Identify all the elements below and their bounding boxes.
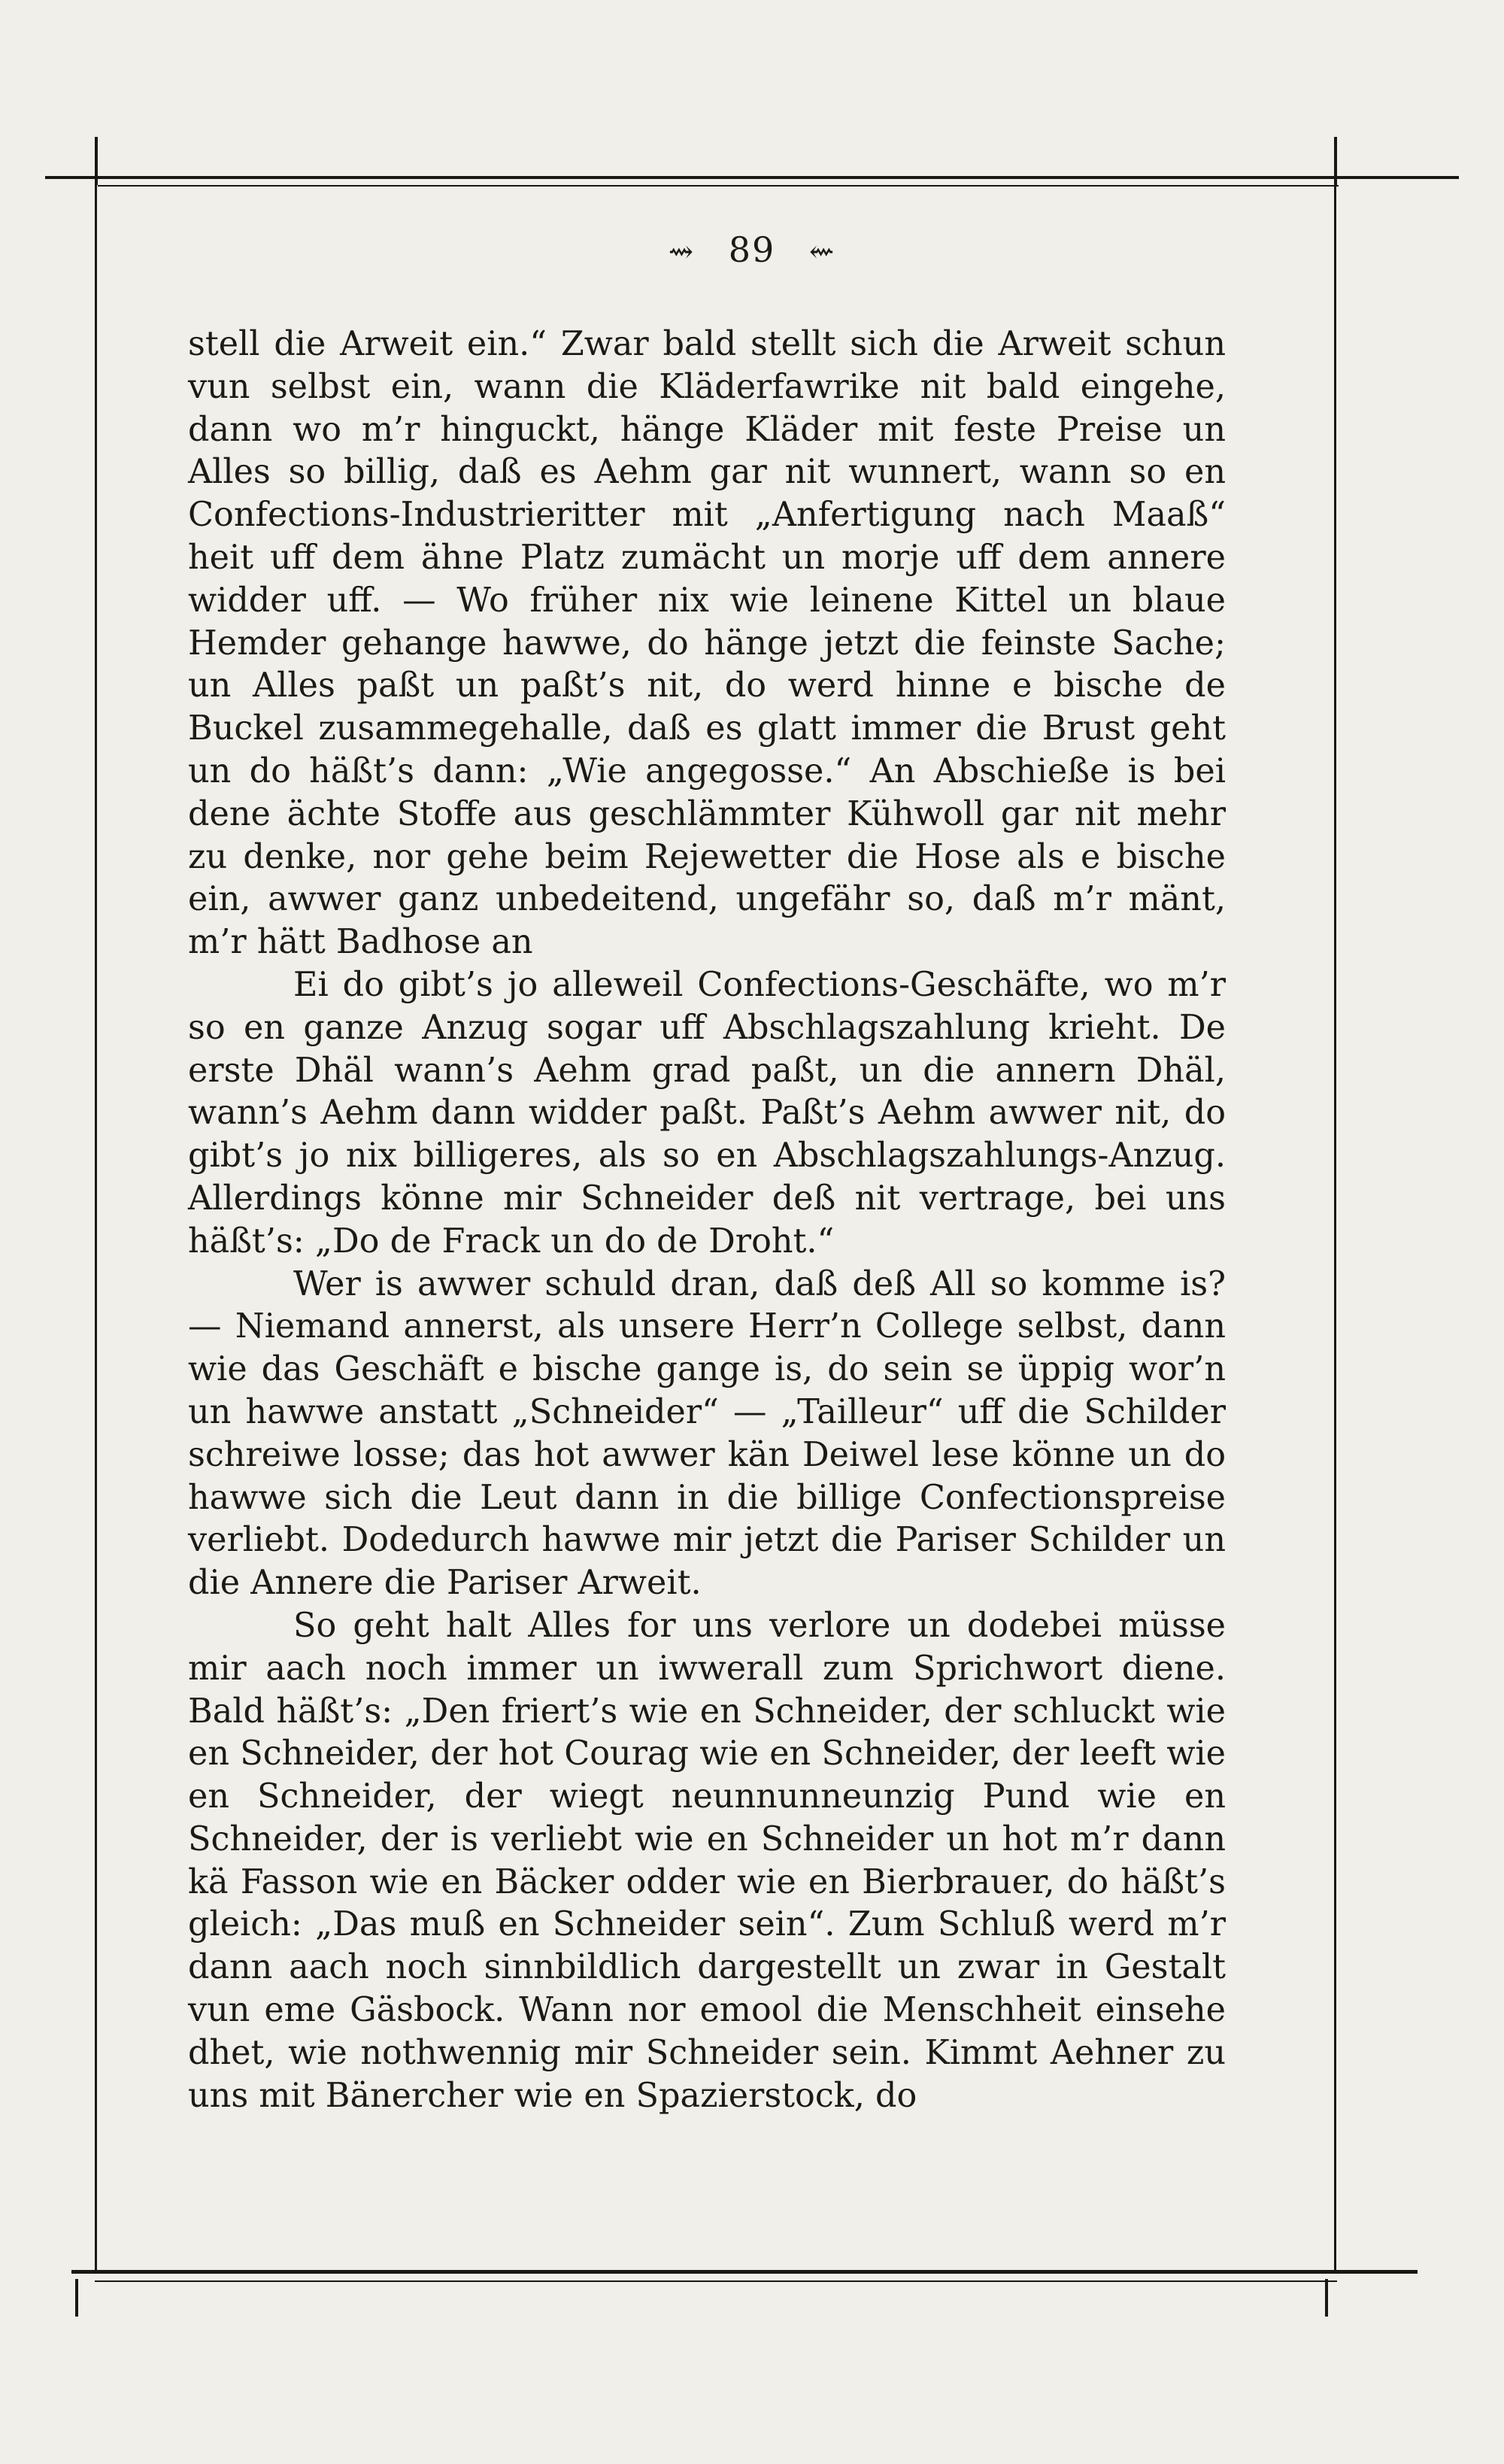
ornament-left-icon: ⇝ [668,235,696,269]
top-left-tick [95,137,98,185]
bottom-left-tick [75,2279,78,2317]
paragraph-1: stell die Arweit ein.“ Zwar bald stellt sich die Arweit schun vun selbst ein, wann die Kläderfawrike nit bald eingehe, dann wo m’r hinguckt, hänge Kläder mit feste Preise un Alles so billig, daß es Aehm gar nit wunnert, wann so en Confections-Industrieritter mit „Anfertigung nach Maaß“ heit uff dem ähne Platz zumächt un morje uff dem annere widder uff. — Wo früher nix wie leinene Kittel un blaue Hemder gehange hawwe, do hänge jetzt die feinste Sache; un Alles paßt un paßt’s nit, do werd hinne e bische de Buckel zusammegehalle, daß es glatt immer die Brust geht un do häßt’s dann: „Wie angegosse.“ An Abschieße is bei dene ächte Stoffe aus geschlämmter Kühwoll gar nit mehr zu denke, nor gehe beim Rejewetter die Hose als e bische ein, awwer ganz unbedeitend, ungefähr so, daß m’r mänt, m’r hätt Badhose an [188,325,1226,962]
page-number: 89 [728,229,776,270]
bottom-right-tick [1325,2279,1328,2317]
top-rule [45,176,1459,179]
top-right-tick [1334,137,1337,185]
left-frame-line [95,185,97,2272]
top-rule-inner [98,185,1339,187]
page-header [0,229,1504,270]
bottom-rule [71,2270,1418,2274]
bottom-rule-inner [95,2280,1337,2282]
body-text [188,323,1226,2117]
right-frame-line [1334,185,1336,2272]
paragraph-4: So geht halt Alles for uns verlore un dodebei müsse mir aach noch immer un iwwerall zum Sprichwort diene. Bald häßt’s: „Den friert’s wie en Schneider, der schluckt wie en Schneider, der hot Courag wie en Schneider, der leeft wie en Schneider, der wiegt neunnunneunzig Pund wie en Schneider, der is verliebt wie en Schneider un hot m’r dann kä Fasson wie en Bäcker odder wie en Bierbrauer, do häßt’s gleich: „Das muß en Schneider sein“. Zum Schluß werd m’r dann aach noch sinnbildlich dargestellt un zwar in Gestalt vun eme Gäsbock. Wann nor emool die Menschheit einsehe dhet, wie nothwennig mir Schneider sein. Kimmt Aehner zu uns mit Bänercher wie en Spazierstock, do [188,1606,1226,2115]
paragraph-3: Wer is awwer schuld dran, daß deß All so komme is? — Niemand annerst, als unsere Herr’n College selbst, dann wie das Geschäft e bische gange is, do sein se üppig wor’n un hawwe anstatt „Schneider“ — „Tailleur“ uff die Schilder schreiwe losse; das hot awwer kän Deiwel lese könne un do hawwe sich die Leut dann in die billige Confectionspreise verliebt. Dodedurch hawwe mir jetzt die Pariser Schilder un die Annere die Pariser Arweit. [188,1264,1226,1603]
paragraph-2: Ei do gibt’s jo alleweil Confections-Geschäfte, wo m’r so en ganze Anzug sogar uff Abschlagszahlung krieht. De erste Dhäl wann’s Aehm grad paßt, un die annern Dhäl, wann’s Aehm dann widder paßt. Paßt’s Aehm awwer nit, do gibt’s jo nix billigeres, als so en Abschlagszahlungs-Anzug. Allerdings könne mir Schneider deß nit vertrage, bei uns häßt’s: „Do de Frack un do de Droht.“ [188,965,1226,1261]
ornament-right-icon: ⇜ [808,235,836,269]
